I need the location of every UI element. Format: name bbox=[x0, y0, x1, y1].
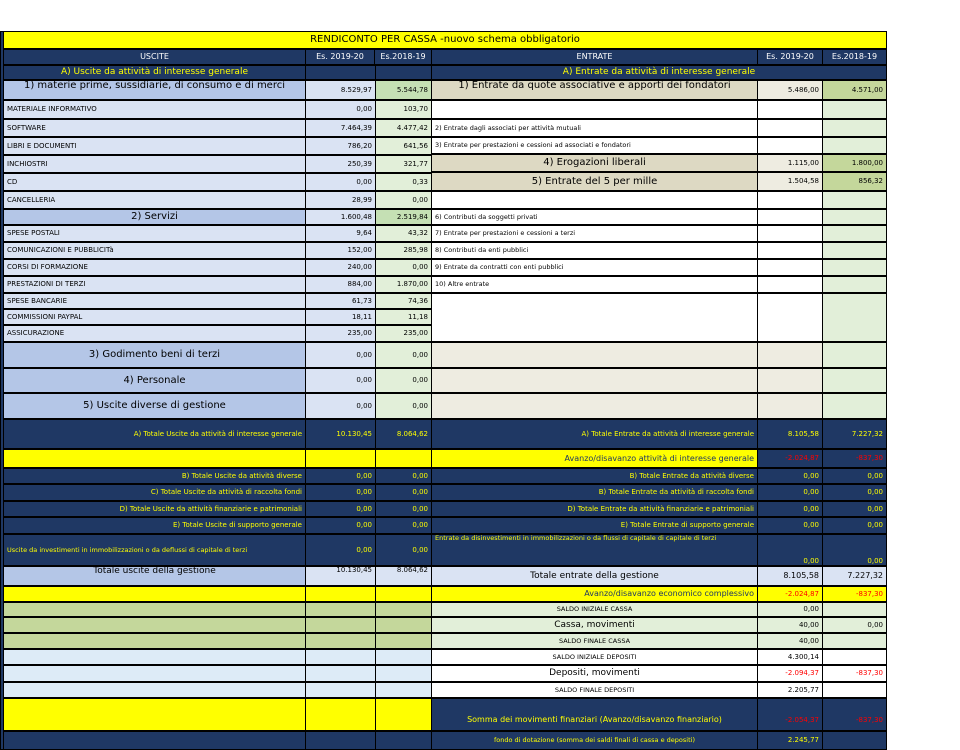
left-section-a-cur[interactable] bbox=[305, 65, 376, 80]
left-value-cur[interactable]: 0,00 bbox=[305, 342, 376, 368]
header-es-cur-left[interactable]: Es. 2019-20 bbox=[305, 49, 375, 65]
right-value-cur[interactable] bbox=[757, 191, 823, 209]
avanzo-label[interactable]: Avanzo/disavanzo attività di interesse generale bbox=[431, 449, 758, 468]
left-olive-blank[interactable] bbox=[3, 617, 306, 633]
avanzo-cur[interactable]: -2.024,87 bbox=[757, 449, 823, 468]
left-value-cur[interactable]: 8.529,97 bbox=[305, 80, 376, 100]
left-total-label[interactable]: B) Totale Uscite da attività diverse bbox=[3, 468, 306, 484]
avanzo-eco-prev[interactable]: -837,30 bbox=[822, 586, 887, 602]
right-value-prev[interactable]: 4.571,00 bbox=[822, 80, 887, 100]
left-olive-blank[interactable] bbox=[375, 602, 432, 617]
left-tot-gest-label[interactable]: Totale uscite della gestione bbox=[3, 566, 306, 586]
header-es-prev-right[interactable]: Es.2018-19 bbox=[822, 49, 887, 65]
left-value-cur[interactable]: 0,00 bbox=[305, 173, 376, 191]
cassa-cur[interactable]: 40,00 bbox=[757, 633, 823, 649]
depositi-prev[interactable] bbox=[822, 649, 887, 665]
left-tot-gest-prev[interactable]: 8.064,62 bbox=[375, 566, 432, 586]
left-item[interactable]: COMMISSIONI PAYPAL bbox=[3, 309, 306, 325]
left-total-prev[interactable]: 0,00 bbox=[375, 501, 432, 517]
right-total-prev[interactable]: 7.227,32 bbox=[822, 419, 887, 449]
left-yellow-blank[interactable] bbox=[3, 586, 306, 602]
right-value-prev[interactable]: 1.800,00 bbox=[822, 154, 887, 172]
left-cyan-blank[interactable] bbox=[305, 682, 376, 698]
left-value-prev[interactable]: 103,70 bbox=[375, 100, 432, 119]
right-row-3[interactable]: 3) Entrate per prestazioni e cessioni ad associati e fondatori bbox=[431, 137, 758, 154]
avanzo-eco-label[interactable]: Avanzo/disavanzo economico complessivo bbox=[431, 586, 758, 602]
left-olive-blank[interactable] bbox=[375, 633, 432, 649]
left-yellow-blank[interactable] bbox=[305, 698, 376, 731]
left-item[interactable]: ASSICURAZIONE bbox=[3, 325, 306, 342]
left-value-prev[interactable]: 0,00 bbox=[375, 368, 432, 393]
right-row-blank[interactable] bbox=[431, 342, 758, 368]
left-invest-cur[interactable]: 0,00 bbox=[305, 534, 376, 566]
left-yellow-blank[interactable] bbox=[3, 698, 306, 731]
left-group-3[interactable]: 3) Godimento beni di terzi bbox=[3, 342, 306, 368]
right-value-cur[interactable]: 1.115,00 bbox=[757, 154, 823, 172]
right-value-cur[interactable] bbox=[757, 276, 823, 293]
left-value-cur[interactable]: 250,39 bbox=[305, 155, 376, 173]
left-cyan-blank[interactable] bbox=[3, 682, 306, 698]
right-value-cur[interactable] bbox=[757, 225, 823, 242]
left-yellow-blank[interactable] bbox=[3, 449, 306, 468]
header-uscite[interactable]: USCITE bbox=[3, 49, 306, 65]
right-row-10[interactable]: 10) Altre entrate bbox=[431, 276, 758, 293]
left-value-prev[interactable]: 43,32 bbox=[375, 225, 432, 242]
left-olive-blank[interactable] bbox=[3, 633, 306, 649]
right-disinv-cur[interactable]: 0,00 bbox=[757, 534, 823, 566]
left-item[interactable]: CD bbox=[3, 173, 306, 191]
left-invest-prev[interactable]: 0,00 bbox=[375, 534, 432, 566]
left-value-cur[interactable]: 28,99 bbox=[305, 191, 376, 209]
left-cyan-blank[interactable] bbox=[3, 665, 306, 682]
left-yellow-blank[interactable] bbox=[305, 586, 376, 602]
fondo-label[interactable]: fondo di dotazione (somma dei saldi finali di cassa e depositi) bbox=[431, 731, 758, 750]
somma-prev[interactable]: -837,30 bbox=[822, 698, 887, 731]
left-cyan-blank[interactable] bbox=[3, 649, 306, 665]
depositi-prev[interactable]: -837,30 bbox=[822, 665, 887, 682]
left-item[interactable]: SPESE POSTALI bbox=[3, 225, 306, 242]
right-disinv-prev[interactable]: 0,00 bbox=[822, 534, 887, 566]
right-tot-gest-cur[interactable]: 8.105,58 bbox=[757, 566, 823, 586]
right-value-cur[interactable] bbox=[757, 259, 823, 276]
left-value-prev[interactable]: 641,56 bbox=[375, 137, 432, 155]
right-value-prev[interactable] bbox=[822, 209, 887, 225]
depositi-cur[interactable]: 4.300,14 bbox=[757, 649, 823, 665]
left-value-cur[interactable]: 7.464,39 bbox=[305, 119, 376, 137]
left-group-4[interactable]: 4) Personale bbox=[3, 368, 306, 393]
left-item[interactable]: LIBRI E DOCUMENTI bbox=[3, 137, 306, 155]
left-value-prev[interactable]: 74,36 bbox=[375, 293, 432, 309]
right-value-cur[interactable] bbox=[757, 342, 823, 368]
left-olive-blank[interactable] bbox=[3, 602, 306, 617]
right-row-4[interactable]: 4) Erogazioni liberali bbox=[431, 154, 758, 172]
left-tot-gest-cur[interactable]: 10.130,45 bbox=[305, 566, 376, 586]
right-total-prev[interactable]: 0,00 bbox=[822, 484, 887, 501]
cassa-prev[interactable]: 0,00 bbox=[822, 617, 887, 633]
left-cyan-blank[interactable] bbox=[375, 682, 432, 698]
right-value-prev[interactable]: 856,32 bbox=[822, 172, 887, 191]
left-value-cur[interactable]: 18,11 bbox=[305, 309, 376, 325]
left-group-5[interactable]: 5) Uscite diverse di gestione bbox=[3, 393, 306, 419]
depositi-label[interactable]: SALDO FINALE DEPOSITI bbox=[431, 682, 758, 698]
right-row-5[interactable]: 5) Entrate del 5 per mille bbox=[431, 172, 758, 191]
depositi-cur[interactable]: 2.205,77 bbox=[757, 682, 823, 698]
right-value-prev[interactable] bbox=[822, 393, 887, 419]
right-total-cur[interactable]: 0,00 bbox=[757, 484, 823, 501]
left-item[interactable]: CORSI DI FORMAZIONE bbox=[3, 259, 306, 276]
left-total-label[interactable]: A) Totale Uscite da attività di interesse generale bbox=[3, 419, 306, 449]
left-yellow-blank[interactable] bbox=[305, 449, 376, 468]
left-olive-blank[interactable] bbox=[305, 617, 376, 633]
right-value-cur[interactable] bbox=[757, 368, 823, 393]
left-value-prev[interactable]: 0,00 bbox=[375, 191, 432, 209]
left-navy-blank[interactable] bbox=[3, 731, 306, 750]
left-olive-blank[interactable] bbox=[305, 602, 376, 617]
left-item[interactable]: CANCELLERIA bbox=[3, 191, 306, 209]
right-value-prev[interactable] bbox=[822, 137, 887, 154]
sheet-title[interactable]: RENDICONTO PER CASSA -nuovo schema obbligatorio bbox=[3, 31, 887, 49]
left-value-prev[interactable]: 0,00 bbox=[375, 342, 432, 368]
right-value-cur[interactable] bbox=[757, 393, 823, 419]
depositi-prev[interactable] bbox=[822, 682, 887, 698]
depositi-label[interactable]: SALDO INIZIALE DEPOSITI bbox=[431, 649, 758, 665]
depositi-label[interactable]: Depositi, movimenti bbox=[431, 665, 758, 682]
left-value-cur[interactable]: 0,00 bbox=[305, 100, 376, 119]
left-total-label[interactable]: D) Totale Uscite da attività finanziarie e patrimoniali bbox=[3, 501, 306, 517]
right-value-prev[interactable] bbox=[822, 276, 887, 293]
right-tot-gest-prev[interactable]: 7.227,32 bbox=[822, 566, 887, 586]
cassa-label[interactable]: Cassa, movimenti bbox=[431, 617, 758, 633]
left-value-prev[interactable]: 235,00 bbox=[375, 325, 432, 342]
right-row-blank[interactable] bbox=[431, 293, 758, 342]
left-invest-label[interactable]: Uscite da investimenti in immobilizzazioni o da deflussi di capitale di terzi bbox=[3, 534, 306, 566]
left-value-prev[interactable]: 0,00 bbox=[375, 259, 432, 276]
right-value-cur[interactable] bbox=[757, 100, 823, 119]
left-value-prev[interactable]: 0,33 bbox=[375, 173, 432, 191]
right-value-cur[interactable]: 1.504,58 bbox=[757, 172, 823, 191]
left-cyan-blank[interactable] bbox=[375, 649, 432, 665]
left-value-cur[interactable]: 61,73 bbox=[305, 293, 376, 309]
left-total-prev[interactable]: 8.064,62 bbox=[375, 419, 432, 449]
fondo-prev-blank[interactable] bbox=[822, 731, 887, 750]
left-section-a-prev[interactable] bbox=[375, 65, 432, 80]
left-yellow-blank[interactable] bbox=[375, 449, 432, 468]
right-total-cur[interactable]: 0,00 bbox=[757, 501, 823, 517]
right-row-blank[interactable] bbox=[431, 393, 758, 419]
right-value-cur[interactable] bbox=[757, 293, 823, 342]
left-cyan-blank[interactable] bbox=[375, 665, 432, 682]
left-value-cur[interactable]: 240,00 bbox=[305, 259, 376, 276]
left-item[interactable]: MATERIALE INFORMATIVO bbox=[3, 100, 306, 119]
right-row-2[interactable]: 2) Entrate dagli associati per attività mutuali bbox=[431, 119, 758, 137]
right-value-prev[interactable] bbox=[822, 242, 887, 259]
left-value-prev[interactable]: 1.870,00 bbox=[375, 276, 432, 293]
right-total-cur[interactable]: 0,00 bbox=[757, 517, 823, 534]
right-row-9[interactable]: 9) Entrate da contratti con enti pubblici bbox=[431, 259, 758, 276]
left-olive-blank[interactable] bbox=[305, 633, 376, 649]
left-value-prev[interactable]: 321,77 bbox=[375, 155, 432, 173]
right-total-cur[interactable]: 8.105,58 bbox=[757, 419, 823, 449]
left-total-cur[interactable]: 0,00 bbox=[305, 484, 376, 501]
left-total-prev[interactable]: 0,00 bbox=[375, 517, 432, 534]
right-value-cur[interactable] bbox=[757, 137, 823, 154]
left-value-cur[interactable]: 152,00 bbox=[305, 242, 376, 259]
right-value-prev[interactable] bbox=[822, 259, 887, 276]
left-value-prev[interactable]: 4.477,42 bbox=[375, 119, 432, 137]
left-group-2[interactable]: 2) Servizi bbox=[3, 209, 306, 225]
cassa-cur[interactable]: 0,00 bbox=[757, 602, 823, 617]
right-total-label[interactable]: E) Totale Entrate di supporto generale bbox=[431, 517, 758, 534]
left-value-cur[interactable]: 235,00 bbox=[305, 325, 376, 342]
left-value-cur[interactable]: 786,20 bbox=[305, 137, 376, 155]
right-total-label[interactable]: A) Totale Entrate da attività di interesse generale bbox=[431, 419, 758, 449]
right-row-blank[interactable] bbox=[431, 100, 758, 119]
cassa-label[interactable]: SALDO INIZIALE CASSA bbox=[431, 602, 758, 617]
left-total-prev[interactable]: 0,00 bbox=[375, 468, 432, 484]
left-item[interactable]: INCHIOSTRI bbox=[3, 155, 306, 173]
left-item[interactable]: PRESTAZIONI DI TERZI bbox=[3, 276, 306, 293]
left-value-prev[interactable]: 5.544,78 bbox=[375, 80, 432, 100]
header-es-cur-right[interactable]: Es. 2019-20 bbox=[757, 49, 823, 65]
left-item[interactable]: SOFTWARE bbox=[3, 119, 306, 137]
somma-label[interactable]: Somma dei movimenti finanziari (Avanzo/disavanzo finanziario) bbox=[431, 698, 758, 731]
left-value-prev[interactable]: 11,18 bbox=[375, 309, 432, 325]
left-item[interactable]: SPESE BANCARIE bbox=[3, 293, 306, 309]
right-total-cur[interactable]: 0,00 bbox=[757, 468, 823, 484]
right-row-blank[interactable] bbox=[431, 368, 758, 393]
right-value-prev[interactable] bbox=[822, 119, 887, 137]
right-row-6[interactable]: 6) Contributi da soggetti privati bbox=[431, 209, 758, 225]
right-value-prev[interactable] bbox=[822, 100, 887, 119]
left-value-prev[interactable]: 285,98 bbox=[375, 242, 432, 259]
header-es-prev-left[interactable]: Es.2018-19 bbox=[374, 49, 432, 65]
avanzo-eco-cur[interactable]: -2.024,87 bbox=[757, 586, 823, 602]
cassa-prev[interactable] bbox=[822, 602, 887, 617]
right-value-cur[interactable] bbox=[757, 209, 823, 225]
left-value-cur[interactable]: 0,00 bbox=[305, 368, 376, 393]
left-value-prev[interactable]: 0,00 bbox=[375, 393, 432, 419]
right-section-a[interactable]: A) Entrate da attività di interesse generale bbox=[431, 65, 887, 80]
right-total-prev[interactable]: 0,00 bbox=[822, 501, 887, 517]
left-item[interactable]: COMUNICAZIONI E PUBBLICITà bbox=[3, 242, 306, 259]
left-total-cur[interactable]: 0,00 bbox=[305, 501, 376, 517]
right-value-prev[interactable] bbox=[822, 191, 887, 209]
cassa-cur[interactable]: 40,00 bbox=[757, 617, 823, 633]
right-row-7[interactable]: 7) Entrate per prestazioni e cessioni a terzi bbox=[431, 225, 758, 242]
left-navy-blank[interactable] bbox=[305, 731, 376, 750]
right-value-prev[interactable] bbox=[822, 293, 887, 342]
left-navy-blank[interactable] bbox=[375, 731, 432, 750]
cassa-label[interactable]: SALDO FINALE CASSA bbox=[431, 633, 758, 649]
left-group-1[interactable]: 1) materie prime, sussidiarie, di consumo e di merci bbox=[3, 80, 306, 100]
right-tot-gest-label[interactable]: Totale entrate della gestione bbox=[431, 566, 758, 586]
left-olive-blank[interactable] bbox=[375, 617, 432, 633]
right-total-prev[interactable]: 0,00 bbox=[822, 468, 887, 484]
left-total-prev[interactable]: 0,00 bbox=[375, 484, 432, 501]
left-value-cur[interactable]: 1.600,48 bbox=[305, 209, 376, 225]
left-value-cur[interactable]: 884,00 bbox=[305, 276, 376, 293]
depositi-cur[interactable]: -2.094,37 bbox=[757, 665, 823, 682]
avanzo-prev[interactable]: -837,30 bbox=[822, 449, 887, 468]
fondo-cur[interactable]: 2.245,77 bbox=[757, 731, 823, 750]
left-section-a[interactable]: A) Uscite da attività di interesse generale bbox=[3, 65, 306, 80]
right-value-prev[interactable] bbox=[822, 368, 887, 393]
left-total-label[interactable]: E) Totale Uscite di supporto generale bbox=[3, 517, 306, 534]
right-value-cur[interactable]: 5.486,00 bbox=[757, 80, 823, 100]
cassa-prev[interactable] bbox=[822, 633, 887, 649]
right-total-prev[interactable]: 0,00 bbox=[822, 517, 887, 534]
right-total-label[interactable]: B) Totale Entrate da attività di raccolta fondi bbox=[431, 484, 758, 501]
left-total-label[interactable]: C) Totale Uscite da attività di raccolta fondi bbox=[3, 484, 306, 501]
left-value-cur[interactable]: 9,64 bbox=[305, 225, 376, 242]
right-total-label[interactable]: B) Totale Entrate da attività diverse bbox=[431, 468, 758, 484]
right-total-label[interactable]: D) Totale Entrate da attività finanziarie e patrimoniali bbox=[431, 501, 758, 517]
right-value-prev[interactable] bbox=[822, 225, 887, 242]
right-row-8[interactable]: 8) Contributi da enti pubblici bbox=[431, 242, 758, 259]
right-disinv-label[interactable]: Entrate da disinvestimenti in immobilizzazioni o da flussi di capitale di capitale di terzi bbox=[431, 534, 758, 566]
right-value-prev[interactable] bbox=[822, 342, 887, 368]
left-total-cur[interactable]: 0,00 bbox=[305, 517, 376, 534]
left-total-cur[interactable]: 10.130,45 bbox=[305, 419, 376, 449]
left-cyan-blank[interactable] bbox=[305, 649, 376, 665]
right-row-blank[interactable] bbox=[431, 191, 758, 209]
right-value-cur[interactable] bbox=[757, 119, 823, 137]
left-value-cur[interactable]: 0,00 bbox=[305, 393, 376, 419]
somma-cur[interactable]: -2.054,37 bbox=[757, 698, 823, 731]
left-total-cur[interactable]: 0,00 bbox=[305, 468, 376, 484]
left-value-prev[interactable]: 2.519,84 bbox=[375, 209, 432, 225]
right-value-cur[interactable] bbox=[757, 242, 823, 259]
left-yellow-blank[interactable] bbox=[375, 698, 432, 731]
left-yellow-blank[interactable] bbox=[375, 586, 432, 602]
right-row-1[interactable]: 1) Entrate da quote associative e apporti dei fondatori bbox=[431, 80, 758, 100]
header-entrate[interactable]: ENTRATE bbox=[431, 49, 758, 65]
left-cyan-blank[interactable] bbox=[305, 665, 376, 682]
